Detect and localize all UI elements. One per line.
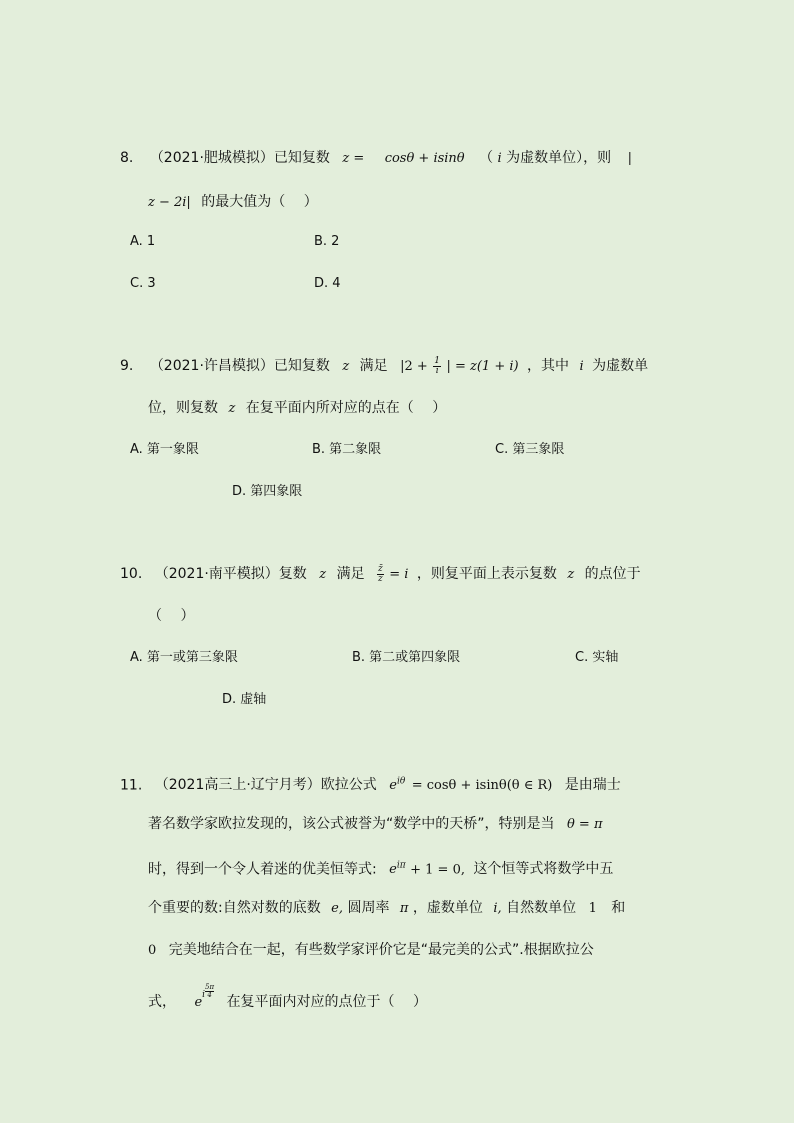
question-10-fraction [377,565,384,584]
question-9-option-b[interactable]: B. 第二象限 [312,442,382,457]
question-11-line4-pre: 个重要的数:自然对数的底数 [148,900,321,916]
question-11-source: （2021高三上·辽宁月考）欧拉公式 [154,777,377,794]
question-11-line6-text: 在复平面内对应的点位于（ ） [226,994,428,1010]
question-8-z-eq: z = [342,151,365,166]
question-10-frac-num: z̄ [378,563,383,574]
question-11-line4-tail: 和 [611,900,626,916]
question-8-source: （2021·肥城模拟）已知复数 [149,150,330,166]
question-11-line6-pre: 式， [148,994,176,1010]
question-9-option-d[interactable]: D. 第四象限 [232,484,303,499]
question-11-line2-pre: 著名数学家欧拉发现的，该公式被誉为“数学中的天桥”，特别是当 [148,816,555,832]
question-9-line-1 [120,356,648,377]
question-10-tail-text: 的点位于 [584,566,641,582]
question-10-option-a[interactable]: A. 第一或第三象限 [130,650,238,665]
question-8-expr: cosθ + isinθ [384,151,465,166]
question-8-option-b[interactable]: B. 2 [314,234,340,249]
question-8-option-a[interactable]: A. 1 [130,234,156,249]
question-11-line4-pi: π [399,901,409,916]
question-9-line2-pre: 位，则复数 [148,400,218,416]
question-8-paren-text: 为虚数单位），则 [506,150,612,166]
question-11-line4-mid2: ，虚数单位 [412,900,483,916]
question-10-source: （2021·南平模拟）复数 [154,566,307,582]
question-11-line-4 [148,898,625,919]
question-9-expr-right: | = z(1 + i) [446,359,519,374]
question-10-line-2 [148,606,194,626]
question-9-i-var: i [579,359,584,374]
question-11-formula-base: e [389,778,397,794]
question-11-line3-rest: + 1 = 0, [410,862,465,878]
question-11-line4-e: e, [331,901,343,916]
question-9-fraction [433,357,441,376]
question-8-bar: | [627,151,633,166]
question-11-line3-pre: 时，得到一个令人着迷的优美恒等式: [148,861,377,878]
question-9-satisfy: 满足 [359,358,388,374]
question-10-satisfy: 满足 [336,566,365,582]
question-9-z-var: z [342,359,350,374]
question-9-option-c[interactable]: C. 第三象限 [495,442,565,457]
question-8-number: 8. [120,150,134,166]
question-11-line4-mid1: 圆周率 [347,900,390,916]
question-11-line4-mid3: 自然数单位 [506,900,577,916]
question-8-paren-open: （ [479,150,494,166]
question-11-line-3 [148,856,613,880]
question-9-line-2 [148,398,446,419]
question-10-frac-den: z [378,573,383,584]
question-10-eq-i: = i [389,567,409,582]
question-10-z-var: z [319,567,327,582]
question-9-expr-left: |2 + [400,359,428,374]
question-11-line6-base: e [194,995,203,1010]
question-10-tail-pre: ，则复平面上表示复数 [416,566,557,582]
question-9-tail: 为虚数单 [592,358,649,374]
question-11-line5-text: 完美地结合在一起，有些数学家评价它是“最完美的公式”.根据欧拉公 [168,942,594,958]
question-9-line2-z: z [228,401,236,416]
question-9-source: （2021·许昌模拟）已知复数 [149,358,330,374]
question-10-option-c[interactable]: C. 实轴 [575,650,619,665]
question-10-line-1 [120,564,641,585]
question-11-line6-sup-frac [205,984,214,999]
question-10-line2: （ ） [148,608,195,624]
question-11-formula-rest: = cosθ + isinθ(θ ∈ R) [411,778,553,794]
question-11-formula [389,778,405,793]
question-10-tail-z: z [567,567,575,582]
question-8-option-c[interactable]: C. 3 [130,276,156,291]
question-8-option-d[interactable]: D. 4 [314,276,341,291]
question-11-formula-sup: iθ [396,777,406,787]
question-11-line3-base: e [389,862,397,878]
question-10-option-d[interactable]: D. 虚轴 [222,692,267,707]
question-11-line-5 [148,940,594,961]
question-9-comma-text: ，其中 [527,358,570,374]
question-11-line-2 [148,814,603,835]
question-11-line-1 [120,772,621,796]
question-8-i-var: i [497,151,502,166]
question-11-line4-i: i, [493,901,502,916]
question-11-line5-zero: 0 [148,943,157,958]
question-8-line2-text: 的最大值为（ ） [201,194,318,210]
question-11-line3-formula [389,862,406,877]
question-8-line-2 [148,192,318,213]
question-10-number: 10. [120,566,143,582]
question-9-line2-text: 在复平面内所对应的点在（ ） [245,400,447,416]
question-9-frac-num: 1 [434,355,440,366]
question-9-option-a[interactable]: A. 第一象限 [130,442,199,457]
question-11-tail: 是由瑞士 [564,777,621,794]
question-11-line-6 [148,984,427,1013]
question-11-line3-tail: 这个恒等式将数学中五 [473,861,614,878]
question-11-line6-sup-num: 5π [205,983,215,991]
question-11-number: 11. [120,777,143,794]
question-8-line-1 [120,148,632,169]
question-11-line6-sup-den: 4 [207,991,212,999]
question-9-frac-den: i [435,365,439,376]
question-11-line6-sup-i: i [202,990,206,1000]
question-9-number: 9. [120,358,134,374]
question-10-option-b[interactable]: B. 第二或第四象限 [352,650,461,665]
question-11-line2-expr: θ = π [566,817,603,832]
question-11-line3-sup: iπ [396,861,406,871]
question-11-line4-one: 1 [588,901,597,916]
question-8-line2-expr: z − 2i| [148,195,191,210]
